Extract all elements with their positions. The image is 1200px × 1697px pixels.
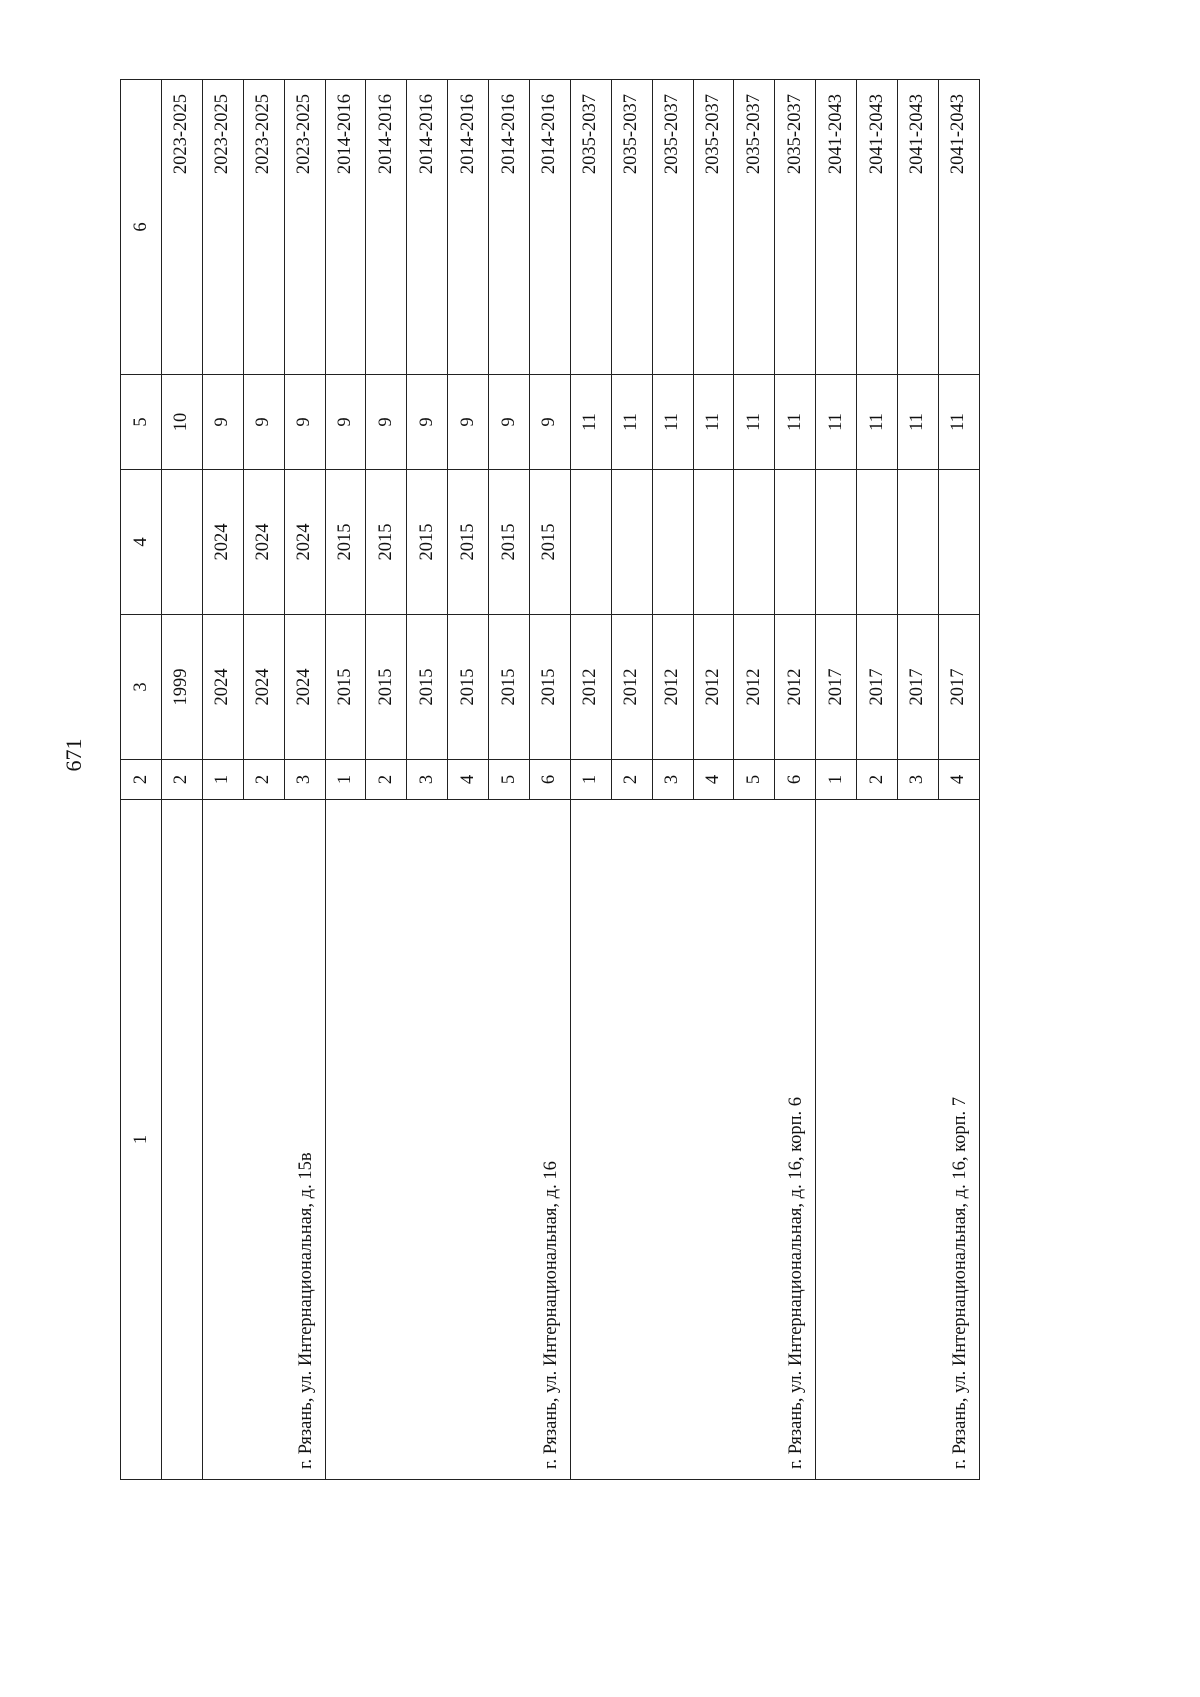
year-cell-3: 2012 [734,615,775,760]
column-header: 2 [121,760,162,800]
period-cell: 2041-2043 [938,80,979,375]
value-cell-5: 9 [407,375,448,470]
row-number-cell: 5 [489,760,530,800]
value-cell-5: 11 [898,375,939,470]
value-cell-5: 11 [816,375,857,470]
header-row [121,80,162,1480]
period-cell: 2014-2016 [489,80,530,375]
year-cell-4: 2024 [202,470,243,615]
page-number: 671 [61,738,86,772]
value-cell-5: 11 [611,375,652,470]
year-cell-4 [816,470,857,615]
row-number-cell: 3 [652,760,693,800]
address-cell: г. Рязань, ул. Интернациональная, д. 16 [325,800,570,1480]
row-number-cell: 6 [530,760,571,800]
year-cell-3: 2024 [202,615,243,760]
year-cell-4 [611,470,652,615]
table-body [121,80,980,1480]
value-cell-5: 9 [325,375,366,470]
year-cell-3: 2015 [489,615,530,760]
period-cell: 2041-2043 [898,80,939,375]
row-number-cell: 4 [448,760,489,800]
value-cell-5: 9 [284,375,325,470]
year-cell-4 [570,470,611,615]
year-cell-4: 2015 [530,470,571,615]
year-cell-4 [693,470,734,615]
value-cell-5: 11 [693,375,734,470]
year-cell-3: 2015 [530,615,571,760]
period-cell: 2023-2025 [162,80,203,375]
period-cell: 2041-2043 [857,80,898,375]
row-number-cell: 2 [366,760,407,800]
schedule-table [120,79,980,1480]
period-cell: 2014-2016 [448,80,489,375]
value-cell-5: 10 [162,375,203,470]
row-number-cell: 1 [202,760,243,800]
row-number-cell: 2 [611,760,652,800]
value-cell-5: 9 [243,375,284,470]
value-cell-5: 11 [775,375,816,470]
year-cell-3: 2015 [325,615,366,760]
table-row [202,80,243,1480]
row-number-cell: 1 [816,760,857,800]
year-cell-4 [898,470,939,615]
row-number-cell: 2 [162,760,203,800]
period-cell: 2041-2043 [816,80,857,375]
year-cell-4 [652,470,693,615]
column-header: 6 [121,80,162,375]
column-header: 5 [121,375,162,470]
period-cell: 2014-2016 [407,80,448,375]
year-cell-3: 2024 [243,615,284,760]
year-cell-3: 2017 [938,615,979,760]
year-cell-4: 2015 [489,470,530,615]
row-number-cell: 4 [693,760,734,800]
column-header: 3 [121,615,162,760]
address-cell: г. Рязань, ул. Интернациональная, д. 16, корп. 7 [816,800,980,1480]
table-row [325,80,366,1480]
year-cell-3: 2015 [448,615,489,760]
address-cell: г. Рязань, ул. Интернациональная, д. 16, корп. 6 [570,800,815,1480]
year-cell-4 [734,470,775,615]
period-cell: 2014-2016 [530,80,571,375]
period-cell: 2035-2037 [734,80,775,375]
row-number-cell: 2 [857,760,898,800]
row-number-cell: 3 [898,760,939,800]
year-cell-3: 2017 [816,615,857,760]
row-number-cell: 1 [325,760,366,800]
value-cell-5: 11 [734,375,775,470]
period-cell: 2014-2016 [325,80,366,375]
row-number-cell: 3 [284,760,325,800]
period-cell: 2023-2025 [284,80,325,375]
year-cell-4 [938,470,979,615]
value-cell-5: 11 [652,375,693,470]
value-cell-5: 11 [938,375,979,470]
year-cell-3: 1999 [162,615,203,760]
value-cell-5: 11 [570,375,611,470]
year-cell-4 [162,470,203,615]
year-cell-3: 2012 [693,615,734,760]
row-number-cell: 3 [407,760,448,800]
value-cell-5: 11 [857,375,898,470]
year-cell-3: 2024 [284,615,325,760]
rotated-table-container [120,80,980,1480]
year-cell-3: 2017 [898,615,939,760]
row-number-cell: 6 [775,760,816,800]
year-cell-4: 2015 [407,470,448,615]
address-cell: г. Рязань, ул. Интернациональная, д. 15в [202,800,325,1480]
table-row [162,80,203,1480]
value-cell-5: 9 [202,375,243,470]
year-cell-4: 2015 [325,470,366,615]
row-number-cell: 4 [938,760,979,800]
year-cell-3: 2012 [775,615,816,760]
table-row [570,80,611,1480]
row-number-cell: 1 [570,760,611,800]
year-cell-4: 2015 [448,470,489,615]
period-cell: 2035-2037 [693,80,734,375]
year-cell-4 [857,470,898,615]
year-cell-3: 2015 [407,615,448,760]
period-cell: 2035-2037 [775,80,816,375]
year-cell-3: 2012 [611,615,652,760]
column-header: 4 [121,470,162,615]
period-cell: 2023-2025 [202,80,243,375]
value-cell-5: 9 [448,375,489,470]
year-cell-3: 2015 [366,615,407,760]
year-cell-3: 2012 [652,615,693,760]
year-cell-4: 2024 [243,470,284,615]
period-cell: 2035-2037 [611,80,652,375]
period-cell: 2023-2025 [243,80,284,375]
table-row [816,80,857,1480]
period-cell: 2035-2037 [570,80,611,375]
period-cell: 2035-2037 [652,80,693,375]
value-cell-5: 9 [366,375,407,470]
row-number-cell: 5 [734,760,775,800]
column-header: 1 [121,800,162,1480]
address-cell [162,800,203,1480]
value-cell-5: 9 [489,375,530,470]
value-cell-5: 9 [530,375,571,470]
year-cell-3: 2012 [570,615,611,760]
row-number-cell: 2 [243,760,284,800]
year-cell-4 [775,470,816,615]
year-cell-4: 2024 [284,470,325,615]
year-cell-3: 2017 [857,615,898,760]
period-cell: 2014-2016 [366,80,407,375]
year-cell-4: 2015 [366,470,407,615]
